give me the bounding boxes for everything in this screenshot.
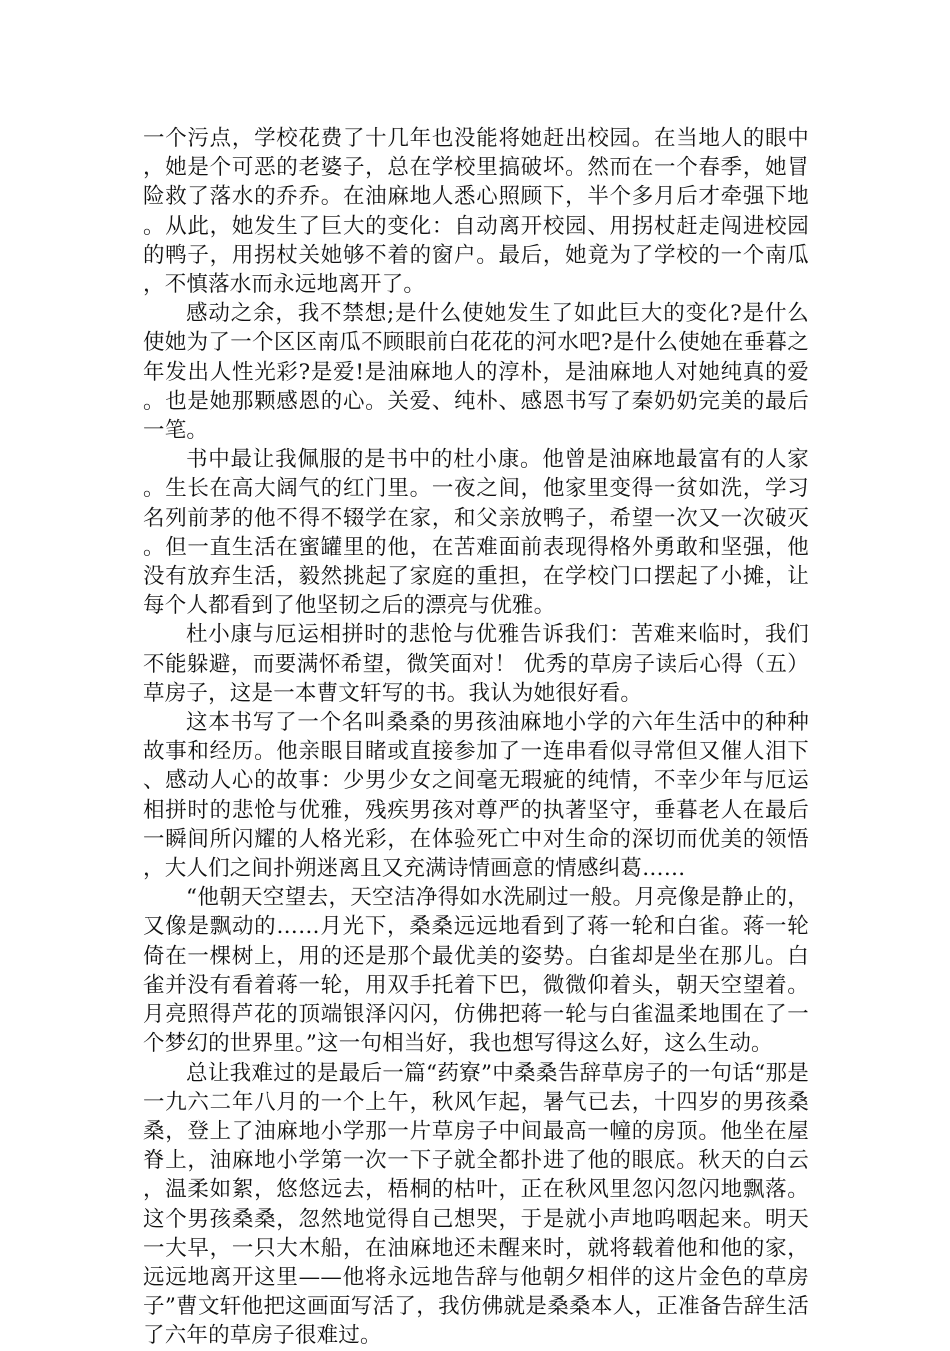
paragraph-4: 杜小康与厄运相拼时的悲怆与优雅告诉我们：苦难来临时，我们不能躲避，而要满怀希望，微笑面对！ 优秀的草房子读后心得（五） 草房子，这是一本曹文轩写的书。我认为她很好看。 [143,622,809,706]
paragraph-1: 一个污点，学校花费了十几年也没能将她赶出校园。在当地人的眼中，她是个可恶的老婆子，总在学校里搞破坏。然而在一个春季，她冒险救了落水的乔乔。在油麻地人悉心照顾下，半个多月后才牵强下地。从此，她发生了巨大的变化：自动离开校园、用拐杖赶走闯进校园的鸭子，用拐杖关她够不着的窗户。最后，她竟为了学校的一个南瓜，不慎落水而永远地离开了。 [143,126,809,298]
paragraph-2: 感动之余，我不禁想;是什么使她发生了如此巨大的变化?是什么使她为了一个区区南瓜不顾眼前白花花的河水吧?是什么使她在垂暮之年发出人性光彩?是爱!是油麻地人的淳朴，是油麻地人对她纯真的爱。也是她那颗感恩的心。关爱、纯朴、感恩书写了秦奶奶完美的最后一笔。 [143,301,809,444]
document-body [143,124,809,1351]
paragraph-6: “他朝天空望去，天空洁净得如水洗刷过一般。月亮像是静止的，又像是飘动的……月光下，桑桑远远地看到了蒋一轮和白雀。蒋一轮倚在一棵树上，用的还是那个最优美的姿势。白雀却是坐在那儿。白雀并没有看着蒋一轮，用双手托着下巴，微微仰着头，朝天空望着。月亮照得芦花的顶端银泽闪闪，仿佛把蒋一轮与白雀温柔地围在了一个梦幻的世界里。”这一句相当好，我也想写得这么好，这么生动。 [143,885,809,1057]
paragraph-3: 书中最让我佩服的是书中的杜小康。他曾是油麻地最富有的人家。生长在高大阔气的红门里。一夜之间，他家里变得一贫如洗，学习名列前茅的他不得不辍学在家，和父亲放鸭子，希望一次又一次破灭。但一直生活在蜜罐里的他，在苦难面前表现得格外勇敢和坚强，他没有放弃生活，毅然挑起了家庭的重担，在学校门口摆起了小摊，让每个人都看到了他坚韧之后的漂亮与优雅。 [143,447,809,619]
paragraph-7: 总让我难过的是最后一篇“药寮”中桑桑告辞草房子的一句话“那是一九六二年八月的一个上午，秋风乍起，暑气已去，十四岁的男孩桑桑，登上了油麻地小学那一片草房子中间最高一幢的房顶。他坐在屋脊上，油麻地小学第一次一下子就全都扑进了他的眼底。秋天的白云，温柔如絮，悠悠远去，梧桐的枯叶，正在秋风里忽闪忽闪地飘落。这个男孩桑桑，忽然地觉得自己想哭，于是就小声地呜咽起来。明天一大早，一只大木船，在油麻地还未醒来时，就将载着他和他的家，远远地离开这里——他将永远地告辞与他朝夕相伴的这片金色的草房子”曹文轩他把这画面写活了，我仿佛就是桑桑本人，正准备告辞生活了六年的草房子很难过。 [143,1060,809,1349]
paragraph-5: 这本书写了一个名叫桑桑的男孩油麻地小学的六年生活中的种种故事和经历。他亲眼目睹或直接参加了一连串看似寻常但又催人泪下、感动人心的故事：少男少女之间毫无瑕疵的纯情，不幸少年与厄运相拼时的悲怆与优雅，残疾男孩对尊严的执著坚守，垂暮老人在最后一瞬间所闪耀的人格光彩，在体验死亡中对生命的深切而优美的领悟，大人们之间扑朔迷离且又充满诗情画意的情感纠葛…… [143,710,809,882]
